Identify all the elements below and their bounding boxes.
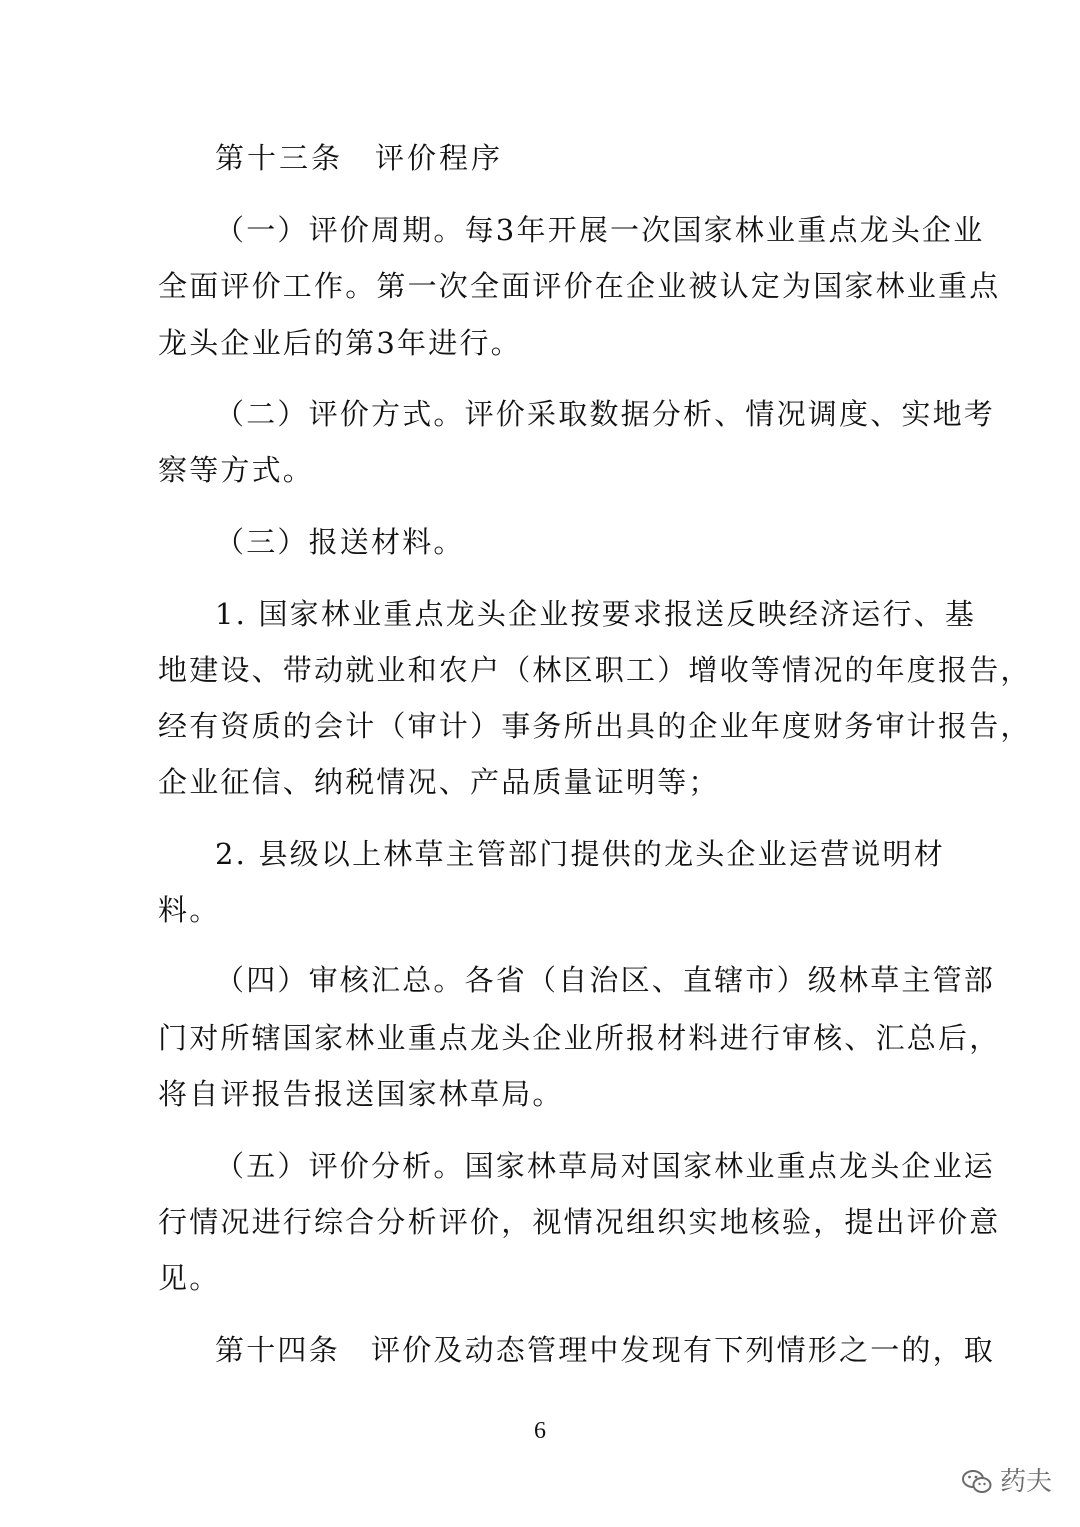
paragraph-line: 察等方式。 — [158, 453, 315, 487]
wechat-icon — [962, 1469, 992, 1495]
paragraph-line: 地建设、带动就业和农户（林区职工）增收等情况的年度报告， — [158, 653, 1032, 687]
watermark — [962, 1462, 1052, 1502]
paragraph-line: 龙头企业后的第3年进行。 — [158, 326, 522, 360]
paragraph-line: 1. 国家林业重点龙头企业按要求报送反映经济运行、基 — [215, 597, 977, 631]
article-heading-14: 第十四条 评价及动态管理中发现有下列情形之一的，取 — [215, 1333, 996, 1367]
paragraph-line: （二）评价方式。评价采取数据分析、情况调度、实地考 — [215, 397, 996, 431]
paragraph-line: 2. 县级以上林草主管部门提供的龙头企业运营说明材 — [215, 837, 945, 871]
page-number: 6 — [534, 1418, 546, 1444]
article-heading-13: 第十三条 评价程序 — [215, 141, 504, 175]
paragraph-line: 门对所辖国家林业重点龙头企业所报材料进行审核、汇总后， — [158, 1021, 1001, 1055]
paragraph-line: 企业征信、纳税情况、产品质量证明等； — [158, 765, 720, 799]
watermark-text: 药夫 — [1000, 1467, 1053, 1497]
paragraph-line: （三）报送材料。 — [215, 525, 465, 559]
paragraph-line: 全面评价工作。第一次全面评价在企业被认定为国家林业重点 — [158, 269, 1001, 303]
paragraph-line: 料。 — [158, 893, 221, 927]
paragraph-line: 将自评报告报送国家林草局。 — [158, 1077, 564, 1111]
paragraph-line: 见。 — [158, 1261, 221, 1295]
paragraph-line: （五）评价分析。国家林草局对国家林业重点龙头企业运 — [215, 1149, 996, 1183]
paragraph-line: 经有资质的会计（审计）事务所出具的企业年度财务审计报告， — [158, 709, 1032, 743]
paragraph-line: 行情况进行综合分析评价，视情况组织实地核验，提出评价意 — [158, 1205, 1001, 1239]
paragraph-line: （四）审核汇总。各省（自治区、直辖市）级林草主管部 — [215, 963, 996, 997]
paragraph-line: （一）评价周期。每3年开展一次国家林业重点龙头企业 — [215, 213, 985, 247]
